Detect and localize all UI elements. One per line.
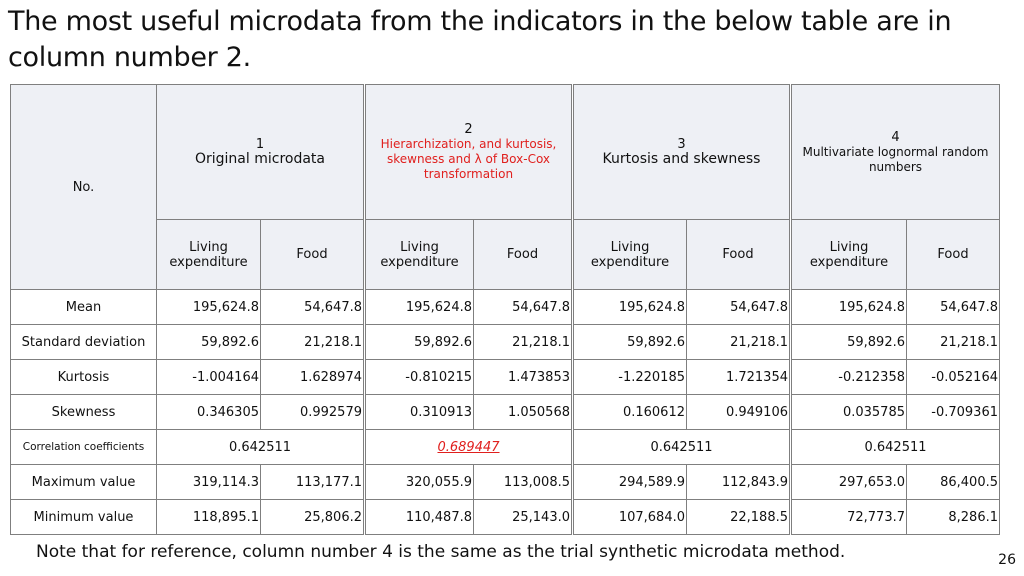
table-cell: 0.949106	[687, 395, 791, 430]
table-cell: 54,647.8	[907, 290, 1000, 325]
table-row-maximum	[11, 465, 1000, 500]
subheader-food-1: Food	[261, 220, 365, 290]
table-cell: -0.810215	[365, 360, 474, 395]
table-cell: 1.628974	[261, 360, 365, 395]
table-cell: 320,055.9	[365, 465, 474, 500]
subheader-living-4: Living expenditure	[791, 220, 907, 290]
subheader-food-2: Food	[474, 220, 573, 290]
table-cell: 0.346305	[157, 395, 261, 430]
table-cell: 113,177.1	[261, 465, 365, 500]
table-cell: 107,684.0	[573, 500, 687, 535]
table-cell: 59,892.6	[365, 325, 474, 360]
subheader-food-4: Food	[907, 220, 1000, 290]
table-cell: 86,400.5	[907, 465, 1000, 500]
footnote: Note that for reference, column number 4 is the same as the trial synthetic microdata method.	[36, 542, 846, 562]
row-label: Kurtosis	[11, 360, 157, 395]
table-row-kurtosis	[11, 360, 1000, 395]
row-label: Minimum value	[11, 500, 157, 535]
slide-title: The most useful microdata from the indicators in the below table are in column number 2.	[8, 6, 952, 73]
table-cell: 8,286.1	[907, 500, 1000, 535]
table-cell: 25,806.2	[261, 500, 365, 535]
correlation-cell-3: 0.642511	[573, 430, 791, 465]
column-header-1: 1 Original microdata	[157, 85, 365, 220]
table-cell: 59,892.6	[157, 325, 261, 360]
table-cell: -0.052164	[907, 360, 1000, 395]
table-cell: 0.992579	[261, 395, 365, 430]
subheader-living-2: Living expenditure	[365, 220, 474, 290]
table-cell: 59,892.6	[573, 325, 687, 360]
correlation-cell-2[interactable]	[365, 430, 573, 465]
correlation-highlight-link[interactable]: 0.689447	[437, 439, 500, 455]
table-row-correlation	[11, 430, 1000, 465]
row-label: Correlation coefficients	[11, 430, 157, 465]
table-cell: -1.220185	[573, 360, 687, 395]
table-cell: 294,589.9	[573, 465, 687, 500]
table-row-minimum	[11, 500, 1000, 535]
row-label: Maximum value	[11, 465, 157, 500]
table-cell: 54,647.8	[687, 290, 791, 325]
subheader-food-3: Food	[687, 220, 791, 290]
row-label: Standard deviation	[11, 325, 157, 360]
table-cell: 22,188.5	[687, 500, 791, 535]
table-cell: 195,624.8	[573, 290, 687, 325]
table-cell: -1.004164	[157, 360, 261, 395]
table-cell: 297,653.0	[791, 465, 907, 500]
subheader-living-1: Living expenditure	[157, 220, 261, 290]
page-number: 26	[998, 552, 1016, 568]
table-cell: 25,143.0	[474, 500, 573, 535]
statistics-table	[10, 84, 1000, 535]
row-label: Mean	[11, 290, 157, 325]
corner-header: No.	[11, 85, 157, 290]
subheader-living-3: Living expenditure	[573, 220, 687, 290]
table-cell: 195,624.8	[365, 290, 474, 325]
table-cell: 21,218.1	[261, 325, 365, 360]
table-cell: 59,892.6	[791, 325, 907, 360]
table-cell: 110,487.8	[365, 500, 474, 535]
table-cell: 72,773.7	[791, 500, 907, 535]
table-cell: -0.709361	[907, 395, 1000, 430]
table-row-skewness	[11, 395, 1000, 430]
table-cell: 195,624.8	[791, 290, 907, 325]
table-cell: 1.050568	[474, 395, 573, 430]
table-cell: 319,114.3	[157, 465, 261, 500]
column-header-2: 2 Hierarchization, and kurtosis, skewness and λ of Box-Cox transformation	[365, 85, 573, 220]
table-cell: 54,647.8	[261, 290, 365, 325]
table-cell: 112,843.9	[687, 465, 791, 500]
correlation-cell-1: 0.642511	[157, 430, 365, 465]
table-cell: 1.473853	[474, 360, 573, 395]
table-cell: 0.310913	[365, 395, 474, 430]
table-cell: 54,647.8	[474, 290, 573, 325]
table-row-mean	[11, 290, 1000, 325]
correlation-cell-4: 0.642511	[791, 430, 1000, 465]
table-cell: 21,218.1	[474, 325, 573, 360]
table-cell: 21,218.1	[687, 325, 791, 360]
column-header-3: 3 Kurtosis and skewness	[573, 85, 791, 220]
table-cell: -0.212358	[791, 360, 907, 395]
table-cell: 0.035785	[791, 395, 907, 430]
table-row-standard-deviation	[11, 325, 1000, 360]
table-cell: 1.721354	[687, 360, 791, 395]
table-cell: 0.160612	[573, 395, 687, 430]
table-cell: 21,218.1	[907, 325, 1000, 360]
table-cell: 113,008.5	[474, 465, 573, 500]
table-cell: 118,895.1	[157, 500, 261, 535]
column-header-4: 4 Multivariate lognormal random numbers	[791, 85, 1000, 220]
table-cell: 195,624.8	[157, 290, 261, 325]
row-label: Skewness	[11, 395, 157, 430]
